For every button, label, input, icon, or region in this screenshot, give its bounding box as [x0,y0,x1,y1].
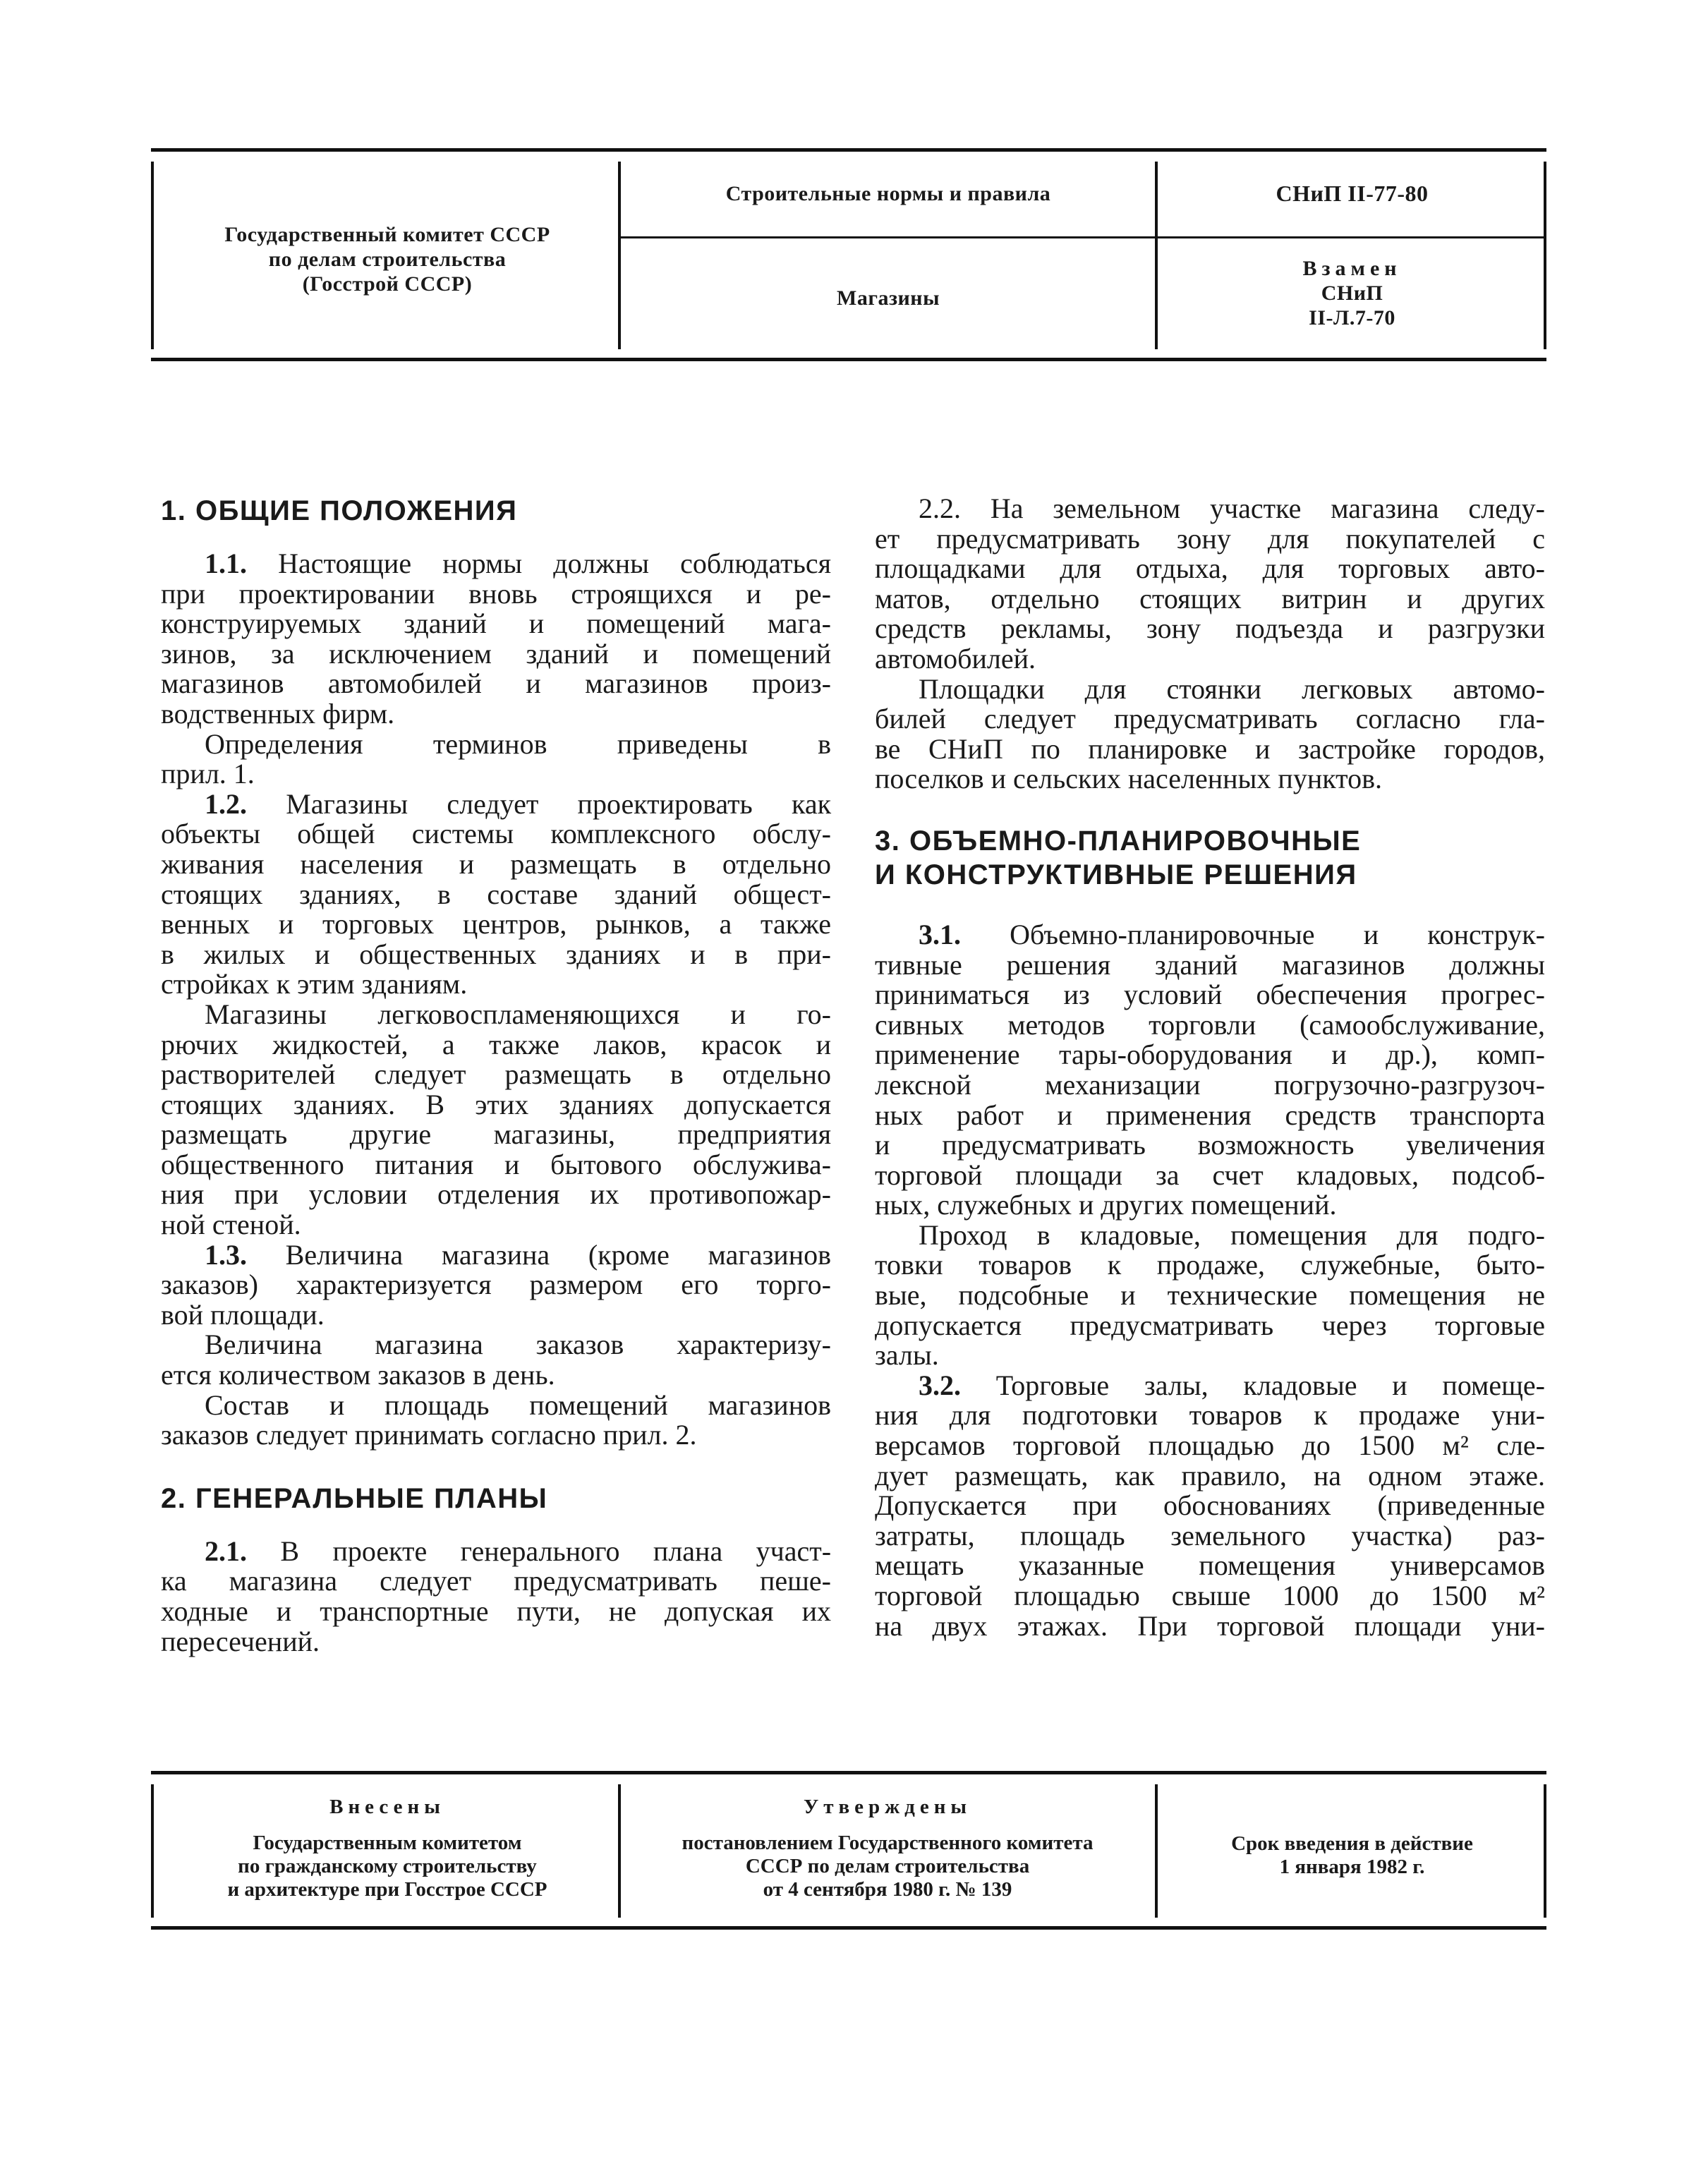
footer-divider [151,1784,154,1918]
paragraph-2-1: 2.1. В проекте генерального плана участ- ка магазина следует предусматривать пеше- ходные и транспортные пути, не допуская их пересечений. [161,1535,832,1657]
left-column [161,494,831,1657]
norms-title: Строительные нормы и правила [725,182,1051,205]
right-column [875,494,1545,1641]
section-1-heading: 1. ОБЩИЕ ПОЛОЖЕНИЯ [161,495,518,526]
header-rule [618,236,1546,238]
paragraph-number: 1.1. [205,547,247,579]
paragraph-1-3: 1.3. Величина магазина (кроме магазинов заказов) характеризуется размером его торго- вой площади. [161,1238,831,1331]
section-3-heading: 3. ОБЪЕМНО-ПЛАНИРОВОЧНЫЕ И КОНСТРУКТИВНЫЕ РЕШЕНИЯ [875,825,1362,890]
paragraph-number: 2.2. [919,492,961,524]
footer-divider [618,1784,621,1918]
header-table [151,148,1546,361]
paragraph-1-3-orders: Величина магазина заказов характеризу- ется количеством заказов в день. [161,1329,831,1391]
paragraph-number: 1.2. [205,787,247,820]
paragraph-1-1: 1.1. Настоящие нормы должны соблюдаться при проектировании вновь строящихся и ре- конструируемых зданий и помещений мага- зинов, за исключением зданий и помещений магазинов автомобилей и магазинов произ- водственных фирм. [161,547,831,730]
footer-table [151,1771,1546,1930]
header-divider [1155,162,1158,349]
paragraph-2-2-parking: Площадки для стоянки легковых автомо- билей следует предусматривать согласно гла- ве СНиП по планировке и застройке городов, поселков и сельских населенных пунктов. [875,672,1545,795]
paragraph-number: 3.1. [919,918,961,950]
header-divider [151,162,154,349]
paragraph-3-1: 3.1. Объемно-планировочные и конструк- тивные решения зданий магазинов должны приниматься из условий обеспечения прогрес- сивных методов торговли (самообслуживание, применение тары-оборудования и др.), комп- лексной механизации погрузочно-разгрузоч- ных работ и применения средств транспорта и предусматривать возможность увеличения торговой площади за счет кладовых, подсоб- ных, служебных и других помещений. [875,918,1546,1221]
document-title: Магазины [837,286,940,310]
paragraph-3-1-passage: Проход в кладовые, помещения для подго- товки товаров к продаже, служебные, быто- вые, подсобные и технические помещения не допускается предусматривать через торговые залы. [875,1218,1545,1372]
paragraph-1-3-composition: Состав и площадь помещений магазинов заказов следует принимать согласно прил. 2. [161,1388,831,1451]
header-divider [618,162,621,349]
paragraph-number: 3.2. [919,1369,961,1401]
paragraph-2-2: 2.2. На земельном участке магазина следу- ет предусматривать зону для покупателей с площадками для отдыха, для торговых авто- матов, отдельно стоящих витрин и других средств рекламы, зону подъезда и разгрузки автомобилей. [875,492,1546,674]
paragraph-3-2: 3.2. Торговые залы, кладовые и помеще- ния для подготовки товаров к продаже уни- версамов торговой площадью до 1500 м² сле- дует размещать, как правило, на одном этаже. Допускается при обоснованиях (приведенные затраты, площадь земельного участка) раз- мещать указанные помещения универсамов торговой площадью свыше 1000 до 1500 м² на двух этажах. При торговой площади уни- [875,1369,1545,1642]
paragraph-1-2: 1.2. Магазины следует проектировать как объекты общей системы комплексного обслу- живания населения и размещать в отдельно стоящих зданиях, в составе зданий общест- венных и торговых центров, рынков, а также в жилых и общественных зданиях и в при- стройках к этим зданиям. [161,787,832,1000]
issuing-organization: Государственный комитет СССР по делам строительства (Госстрой СССР) [224,223,550,296]
paragraph-number: 2.1. [205,1535,247,1567]
footer-divider [1155,1784,1158,1918]
document-code: СНиП II-77-80 [1276,181,1429,206]
section-2-heading: 2. ГЕНЕРАЛЬНЫЕ ПЛАНЫ [161,1482,548,1514]
approved-by: Утверждены постановлением Государственного комитета СССР по делам строительства от 4 сентября 1980 г. № 139 [682,1796,1094,1901]
submitted-by: Внесены Государственным комитетом по гражданскому строительству и архитектуре при Госстрое СССР [227,1796,547,1901]
paragraph-1-1-definitions: Определения терминов приведены в прил. 1. [161,727,831,790]
paragraph-1-2-flammables: Магазины легковоспламеняющихся и го- рючих жидкостей, а также лаков, красок и растворителей следует размещать в отдельно стоящих зданиях. В этих зданиях допускается размещать другие магазины, предприятия общественного питания и бытового обслужива- ния при условии отделения их противопожар- ной стеной. [161,998,831,1241]
effective-date: Срок введения в действие 1 января 1982 г. [1231,1832,1473,1878]
replaces-block: Взамен СНиП II-Л.7-70 [1302,257,1402,329]
paragraph-number: 1.3. [205,1238,247,1271]
